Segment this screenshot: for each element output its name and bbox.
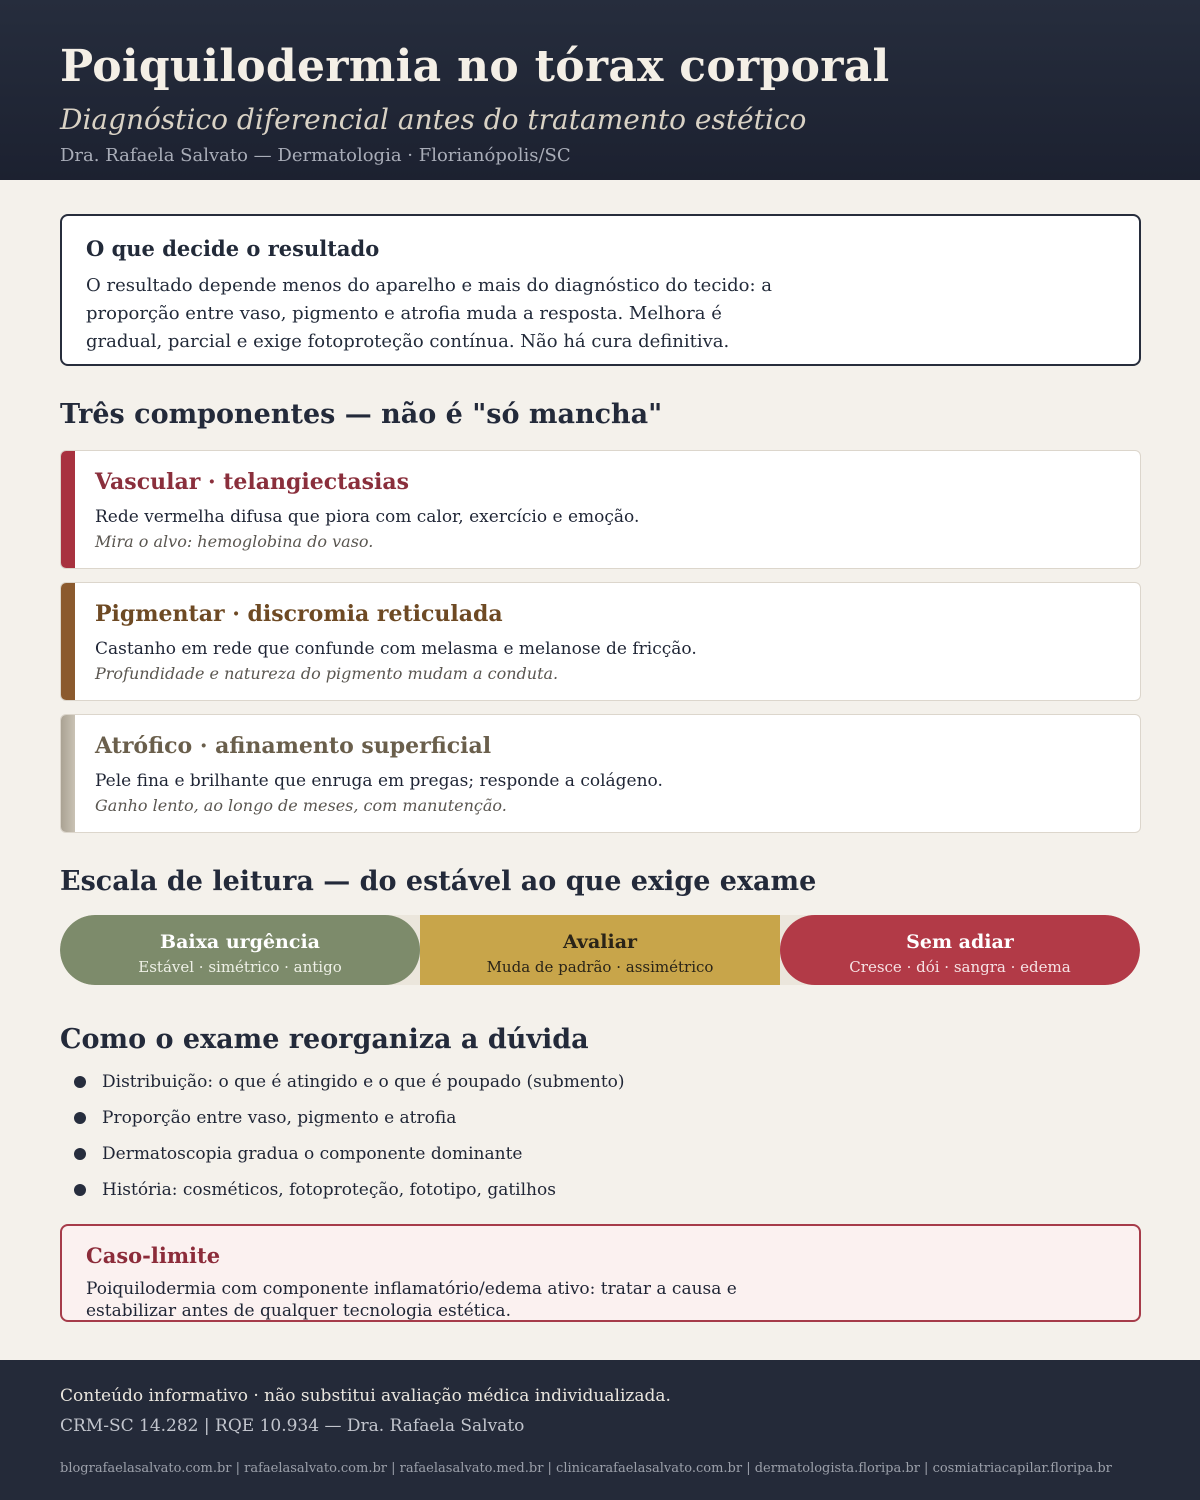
limit-case-text: Poiquilodermia com componente inflamatório/edema ativo: tratar a causa e estabilizar antes de qualquer tecnologia estética. — [86, 1279, 737, 1321]
result-box — [60, 214, 1141, 366]
component-accent-bar — [61, 451, 75, 568]
component-note: Ganho lento, ao longo de meses, com manutenção. — [95, 796, 507, 815]
page-header — [0, 0, 1200, 180]
limit-case-heading: Caso-limite — [86, 1243, 221, 1268]
list-item — [74, 1140, 625, 1176]
bullet-icon — [74, 1076, 86, 1088]
component-card-pigmentar — [60, 582, 1141, 701]
author-line: Dra. Rafaela Salvato — Dermatologia · Florianópolis/SC — [60, 145, 571, 166]
scale-segment-urgent — [780, 915, 1140, 985]
component-accent-bar — [61, 715, 75, 832]
component-description: Pele fina e brilhante que enruga em pregas; responde a colágeno. — [95, 771, 663, 791]
bullet-icon — [74, 1112, 86, 1124]
result-text: O resultado depende menos do aparelho e mais do diagnóstico do tecido: a proporção entre vaso, pigmento e atrofia muda a resposta. Melhora é gradual, parcial e exige fotoproteção contínua. Não há cura definitiva. — [86, 275, 773, 352]
list-item-text: Dermatoscopia gradua o componente dominante — [102, 1144, 523, 1164]
scale-segment-sub: Estável · simétrico · antigo — [138, 958, 342, 976]
components-title: Três componentes — não é "só mancha" — [60, 399, 663, 430]
urgency-scale — [60, 915, 1140, 985]
result-heading: O que decide o resultado — [86, 236, 380, 261]
component-note: Profundidade e natureza do pigmento mudam a conduta. — [95, 664, 559, 683]
list-item — [74, 1068, 625, 1104]
scale-segment-label: Sem adiar — [906, 931, 1014, 953]
footer-credentials: CRM-SC 14.282 | RQE 10.934 — Dra. Rafaela Salvato — [60, 1416, 525, 1436]
scale-segment-low — [60, 915, 420, 985]
component-card-atrofico — [60, 714, 1141, 833]
scale-segment-label: Avaliar — [562, 931, 638, 953]
component-description: Castanho em rede que confunde com melasma e melanose de fricção. — [95, 639, 697, 659]
component-heading: Pigmentar · discromia reticulada — [95, 601, 503, 627]
component-heading: Vascular · telangiectasias — [95, 469, 409, 495]
component-heading: Atrófico · afinamento superficial — [95, 733, 492, 759]
scale-title: Escala de leitura — do estável ao que exige exame — [60, 866, 817, 897]
bullet-icon — [74, 1184, 86, 1196]
scale-segment-evaluate — [420, 915, 780, 985]
component-card-vascular — [60, 450, 1141, 569]
list-item — [74, 1176, 625, 1212]
scale-segment-sub: Cresce · dói · sangra · edema — [849, 958, 1071, 976]
exam-title: Como o exame reorganiza a dúvida — [60, 1024, 589, 1055]
limit-case-box — [60, 1224, 1141, 1322]
list-item — [74, 1104, 625, 1140]
page-subtitle: Diagnóstico diferencial antes do tratamento estético — [60, 103, 807, 136]
list-item-text: Distribuição: o que é atingido e o que é poupado (submento) — [102, 1072, 625, 1092]
bullet-icon — [74, 1148, 86, 1160]
list-item-text: História: cosméticos, fotoproteção, fototipo, gatilhos — [102, 1180, 556, 1200]
exam-list — [74, 1068, 625, 1212]
scale-segment-label: Baixa urgência — [160, 931, 320, 953]
component-note: Mira o alvo: hemoglobina do vaso. — [95, 532, 374, 551]
component-accent-bar — [61, 583, 75, 700]
footer-disclaimer: Conteúdo informativo · não substitui avaliação médica individualizada. — [60, 1386, 671, 1406]
page-title: Poiquilodermia no tórax corporal — [60, 41, 890, 92]
scale-segment-sub: Muda de padrão · assimétrico — [486, 958, 714, 976]
list-item-text: Proporção entre vaso, pigmento e atrofia — [102, 1108, 457, 1128]
page-footer — [0, 1360, 1200, 1500]
footer-links: blografaelasalvato.com.br | rafaelasalvato.com.br | rafaelasalvato.med.br | clinicarafaelasalvato.com.br | dermatologista.floripa.br | cosmiatriacapilar.floripa.br — [60, 1461, 1112, 1476]
component-description: Rede vermelha difusa que piora com calor, exercício e emoção. — [95, 507, 640, 527]
